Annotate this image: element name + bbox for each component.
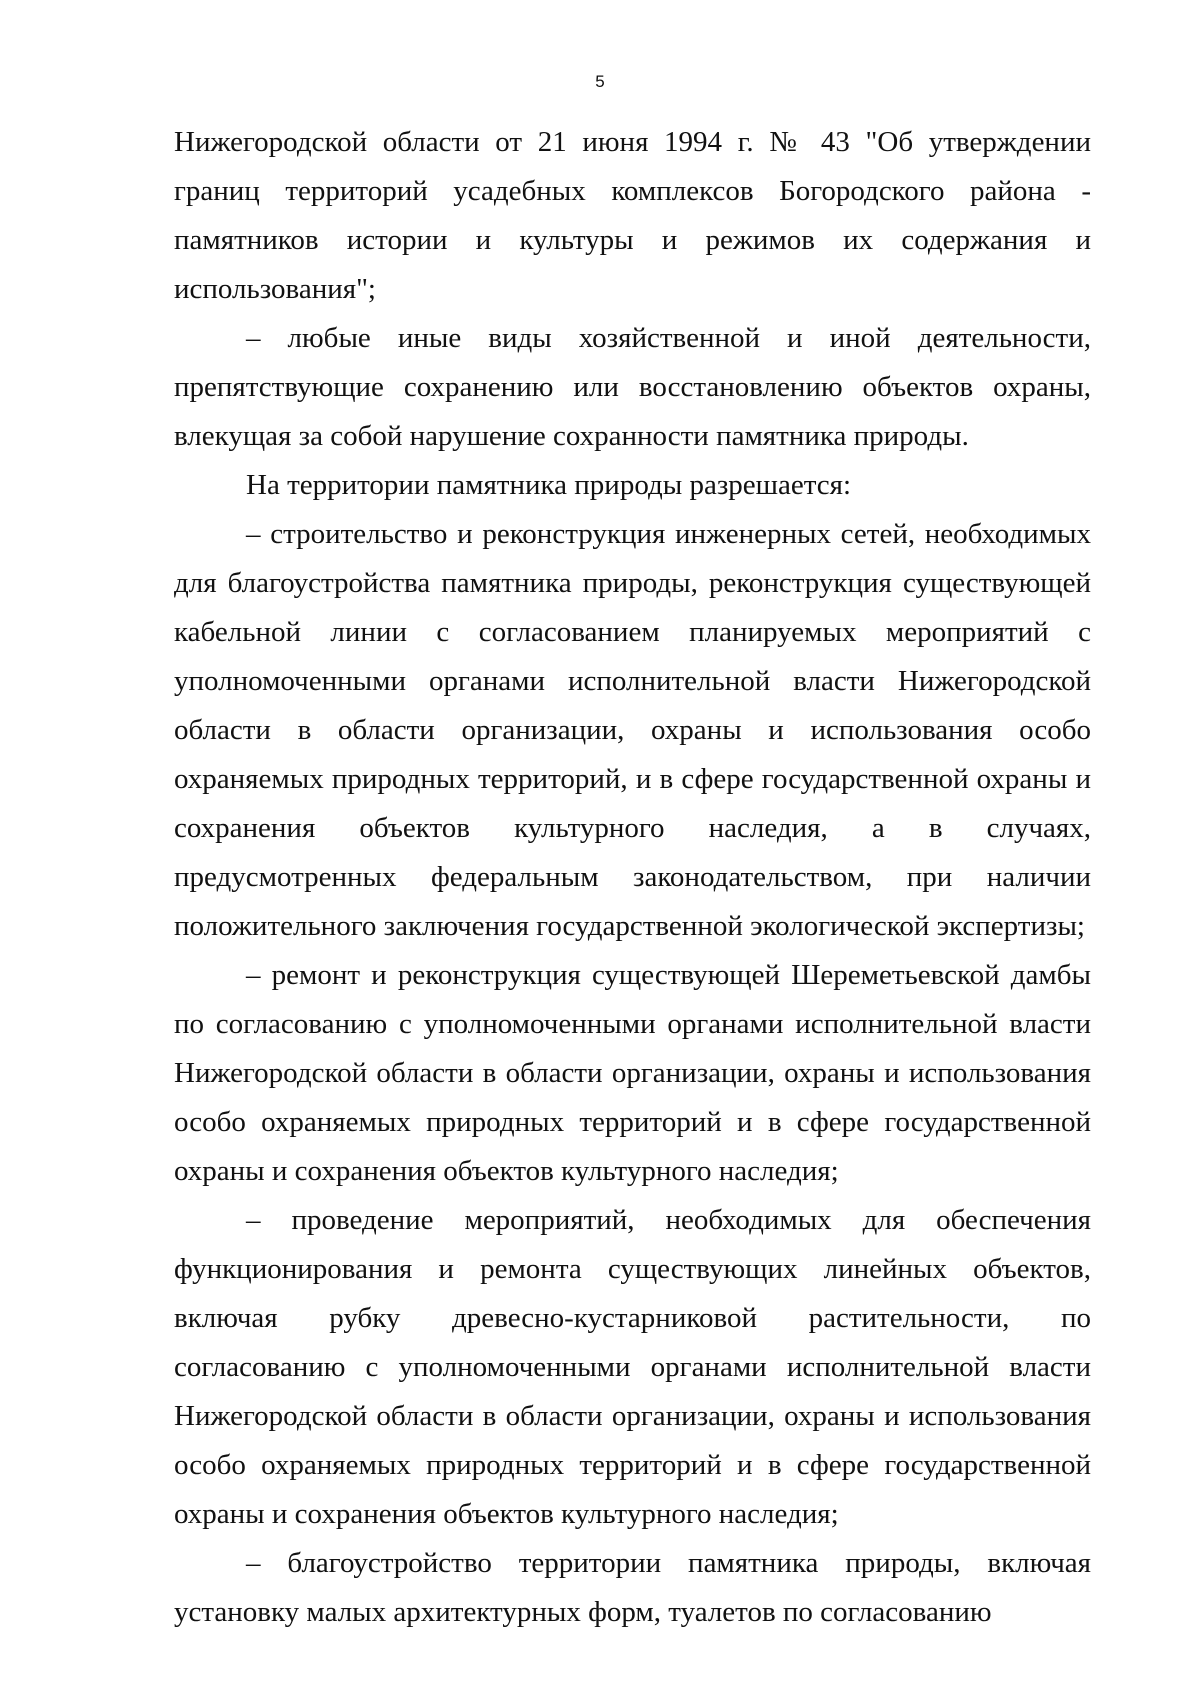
paragraph-engineering-networks: – строительство и реконструкция инженерных сетей, необходимых для благоустройства памятника природы, реконструкция существующей кабельной линии с согласованием планируемых мероприятий с уполномоченными органами исполнительной власти Нижегородской области в области организации, охраны и использования особо охраняемых природных территорий, и в сфере государственной охраны и сохранения объектов культурного наследия, а в случаях, предусмотренных федеральным законодательством, при наличии положительного заключения государственной экологической экспертизы; bbox=[174, 518, 1091, 942]
paragraph-dam-repair: – ремонт и реконструкция существующей Шереметьевской дамбы по согласованию с уполномоченными органами исполнительной власти Нижегородской области в области организации, охраны и использования особо охраняемых природных территорий и в сфере государственной охраны и сохранения объектов культурного наследия; bbox=[174, 959, 1091, 1187]
paragraph-linear-objects: – проведение мероприятий, необходимых для обеспечения функционирования и ремонта существующих линейных объектов, включая рубку древесно-кустарниковой растительности, по согласованию с уполномоченными органами исполнительной власти Нижегородской области в области организации, охраны и использования особо охраняемых природных территорий и в сфере государственной охраны и сохранения объектов культурного наследия; bbox=[174, 1204, 1091, 1530]
page-number: 5 bbox=[595, 72, 605, 91]
paragraph-landscaping: – благоустройство территории памятника природы, включая установку малых архитектурных форм, туалетов по согласованию bbox=[174, 1547, 1091, 1628]
paragraph-continuation: Нижегородской области от 21 июня 1994 г. № 43 "Об утверждении границ территорий усадебных комплексов Богородского района - памятников истории и культуры и режимов их содержания и использования"; bbox=[174, 126, 1091, 305]
document-body bbox=[174, 118, 1091, 1637]
paragraph-permitted-heading: На территории памятника природы разрешается: bbox=[246, 469, 852, 501]
paragraph-prohibited-activities: – любые иные виды хозяйственной и иной деятельности, препятствующие сохранению или восстановлению объектов охраны, влекущая за собой нарушение сохранности памятника природы. bbox=[174, 322, 1091, 452]
